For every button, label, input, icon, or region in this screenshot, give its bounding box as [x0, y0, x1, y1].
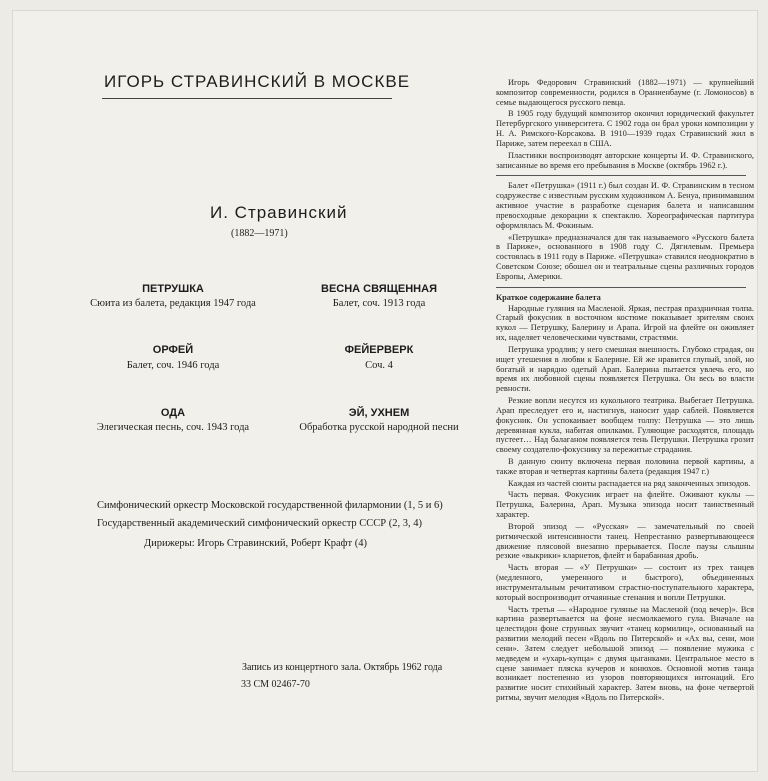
bio-paragraph: В 1905 году будущий композитор окончил юридический факультет Петербургского университета. С 1902 года он брал уроки композиции у Н. А. Римского-Корсакова. В 1910—1939 годах Стравинский жил в Париже, затем переехал в США.	[496, 109, 754, 148]
summary-paragraph: Второй эпизод — «Русская» — замечательный по своей ритмической интенсивности танец. Непрестанно развертывающееся движение плясовой внезапно прерывается. После паузы слышны резкие «выкрики» кларнетов, флейт и барабанная дробь.	[496, 521, 754, 561]
work-title: ЭЙ, УХНЕМ	[348, 407, 410, 419]
series-title: ИГОРЬ СТРАВИНСКИЙ В МОСКВЕ	[104, 72, 411, 91]
work-title: ОРФЕЙ	[152, 344, 194, 356]
bio-paragraph: Игорь Федорович Стравинский (1882—1971) — крупнейший композитор современности, родился в Ораниенбауме (г. Ломоносов) в семье выдающегося русского певца.	[496, 78, 754, 107]
ballet-paragraph: Балет «Петрушка» (1911 г.) был создан И. Ф. Стравинским в тесном содружестве с известным русским художником А. Бенуа, принимавшим активное участие в разработке сценария балета и написавшим превосходные декорации к спектаклю. Хореографическая партитура оформлялась М. Фокиным.	[496, 181, 754, 230]
work-subtitle: Элегическая песнь, соч. 1943 года	[96, 422, 250, 433]
liner-notes	[496, 78, 754, 705]
composer-name: И. Стравинский	[210, 203, 348, 222]
work-subtitle: Балет, соч. 1913 года	[332, 298, 426, 309]
ballet-paragraph: «Петрушка» предназначался для так называемого «Русского балета в Париже», основанного в 1908 году С. Дягилевым. Премьера состоялась в 1911 году в Париже. «Петрушка» ставился неоднократно в Советском Союзе; обошел он и театральные сцены различных городов Европы, Америки.	[496, 232, 754, 281]
summary-paragraph: Народные гуляния на Масленой. Яркая, пестрая праздничная толпа. Старый фокусник в восточном костюме показывает зрителям своих кукол — Петрушку, Балерину и Арапа. Игрой на флейте он оживляет их, наделяет человеческими чувствами, страстями.	[496, 303, 754, 343]
bio-paragraph: Пластинки воспроизводят авторские концерты И. Ф. Стравинского, записанные во время его пребывания в Москве (октябрь 1962 г.).	[496, 150, 754, 170]
summary-paragraph: Резкие вопли несутся из кукольного театрика. Выбегает Петрушка. Арап преследует его и, настигнув, наносит удар саблей. Появляется фокусник. Он успокаивает вообщем толпу: Петрушка — это лишь деревянная кукла, набитая опилками. Гуляющие расходятся, площадь пустеет… Над балаганом появляется тень Петрушки. Петрушка грозит своему создателю-фокуснику за пережитые страдания.	[496, 396, 754, 455]
work-subtitle: Обработка русской народной песни	[299, 422, 459, 433]
orchestra-credit: Государственный академический симфонический оркестр СССР (2, 3, 4)	[97, 518, 422, 529]
title-underline	[102, 98, 392, 99]
summary-paragraph: Петрушка уродлив; у него смешная внешность. Глубоко страдая, он ищет утешения в любви к Балерине. Ей же нравится глупый, злой, но богатый и нарядно одетый Арап. Балерина пытается увлечь его, но время их любовной сцены появляется Петрушка. Он весь во власти ревности.	[496, 344, 754, 394]
orchestra-credit: Симфонический оркестр Московской государственной филармонии (1, 5 и 6)	[97, 500, 443, 511]
composer-years: (1882—1971)	[231, 228, 288, 239]
divider	[496, 175, 746, 176]
conductors-credit: Дирижеры: Игорь Стравинский, Роберт Крафт (4)	[144, 538, 367, 549]
work-subtitle: Соч. 4	[365, 360, 393, 371]
work-title: ПЕТРУШКА	[142, 283, 204, 295]
work-subtitle: Балет, соч. 1946 года	[126, 360, 220, 371]
work-title: ВЕСНА СВЯЩЕННАЯ	[321, 283, 437, 295]
work-title: ОДА	[160, 407, 186, 419]
summary-paragraph: В данную сюиту включена первая половина первой картины, а также вторая и четвертая картины балета (редакция 1947 г.)	[496, 456, 754, 476]
divider	[496, 287, 746, 288]
summary-paragraph: Часть третья — «Народное гулянье на Масленой (под вечер)». Вся картина развертывается на фоне несмолкаемого гула. Вначале на целестидон фоне струнных звучит «танец кормилиц», основанный на развитии мелодий песен «Вдоль по Питерской» и «Ах вы, сени, мои сени». Затем следует небольшой эпизод — появление мужика с медведем и «ухарь-купца» с двумя цыганками. Центральное место в сцене занимает пляска кучеров и конюхов. Основной мотив танца возникает постепенно из узоров повторяющихся интонаций. Его развитие носит стихийный характер. Затем вновь, на фоне четвертой ритмы, звучит мелодия «Вдоль по Питерской».	[496, 604, 754, 703]
summary-paragraph: Часть первая. Фокусник играет на флейте. Оживают куклы — Петрушка, Балерина, Арап. Музыка эпизода носит таинственный характер.	[496, 490, 754, 520]
work-title: ФЕЙЕРВЕРК	[344, 344, 414, 356]
summary-paragraph: Каждая из частей сюиты распадается на ряд законченных эпизодов.	[508, 478, 751, 488]
recording-note: Запись из концертного зала. Октябрь 1962 года	[242, 662, 443, 673]
work-subtitle: Сюита из балета, редакция 1947 года	[90, 298, 256, 309]
catalog-number: 33 СМ 02467-70	[241, 679, 310, 690]
album-back-cover	[12, 10, 758, 772]
summary-paragraph: Часть вторая — «У Петрушки» — состоит из трех танцев (медленного, умеренного и быстрого), объединенных инструментальным речитативом страстно-поступательного характера, который воспроизводит отчаянные стенания и вопли Петрушки.	[496, 563, 754, 602]
summary-heading: Краткое содержание балета	[496, 292, 601, 302]
